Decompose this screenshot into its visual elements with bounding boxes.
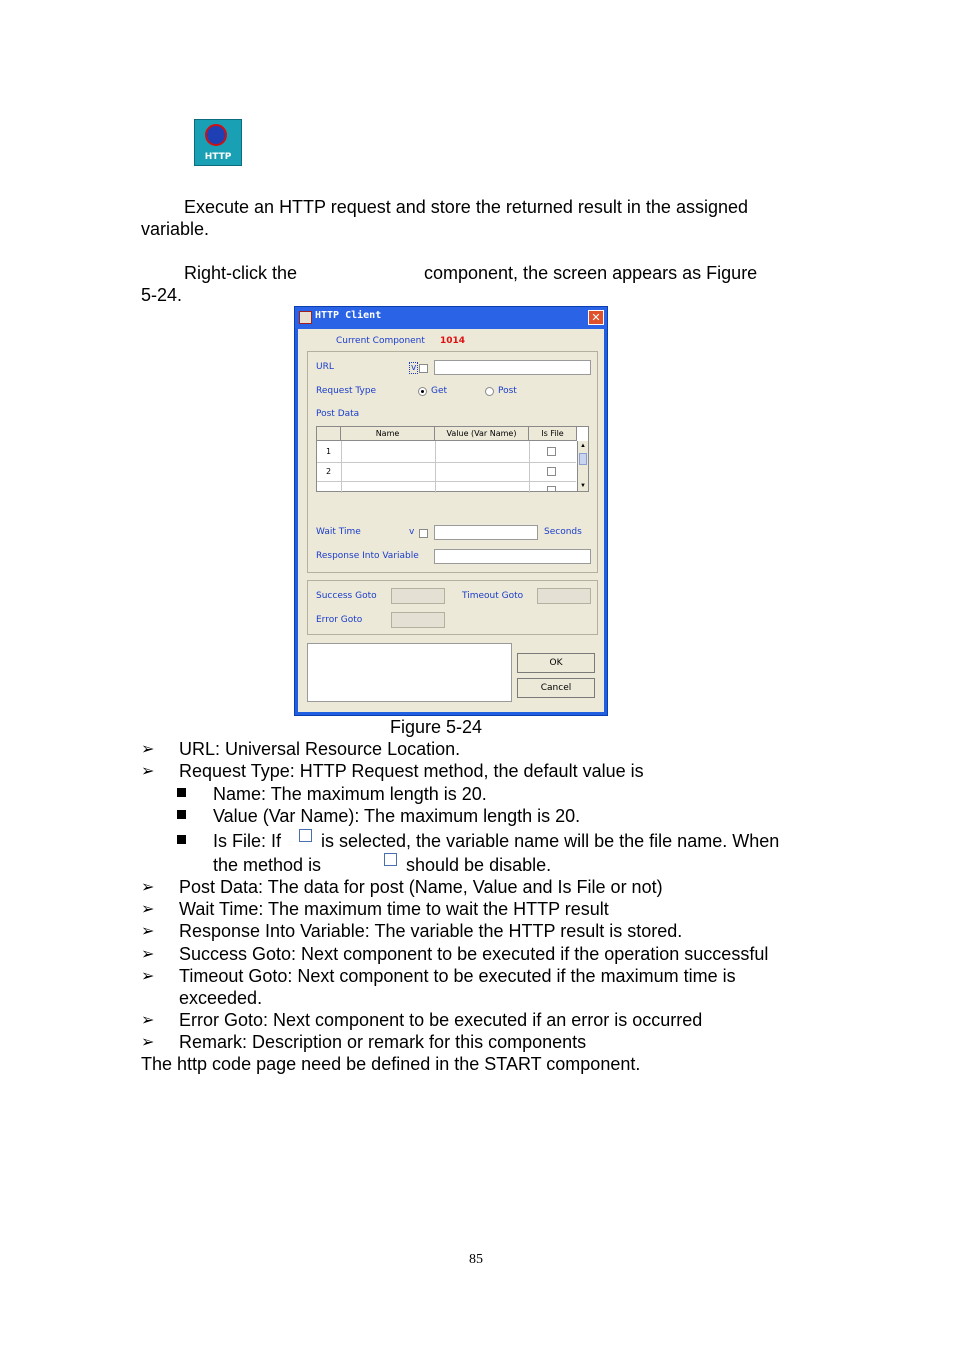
url-label: URL [316,362,334,372]
error-goto-field[interactable] [391,612,445,628]
arrow-bullet-icon: ➢ [141,1010,155,1029]
bullet-value: Value (Var Name): The maximum length is 20. [213,806,581,826]
get-label: Get [431,386,448,396]
wait-time-input[interactable] [434,525,538,540]
arrow-bullet-icon: ➢ [141,944,155,963]
bullet-url: URL: Universal Resource Location. [179,739,461,759]
row-divider [317,462,576,463]
cancel-button[interactable]: Cancel [517,678,595,698]
table-corner-header [317,427,341,441]
intro-line-2: variable. [141,219,210,239]
seconds-label: Seconds [544,527,582,537]
ok-button[interactable]: OK [517,653,595,673]
http-component-icon [194,119,242,166]
arrow-bullet-icon: ➢ [141,739,155,758]
scroll-down-icon[interactable]: ▼ [580,483,586,489]
footer-note: The http code page need be defined in the START component. [141,1054,641,1074]
url-input[interactable] [434,360,591,375]
square-bullet-icon [177,788,186,797]
bullet-error: Error Goto: Next component to be executed if an error is occurred [179,1010,703,1030]
url-var-checkbox[interactable] [419,364,428,373]
page-number: 85 [469,1252,483,1267]
value-column-header[interactable]: Value (Var Name) [435,427,529,441]
timeout-goto-field[interactable] [537,588,591,604]
arrow-bullet-icon: ➢ [141,1032,155,1051]
intro-line-1: Execute an HTTP request and store the returned result in the assigned [184,197,748,217]
globe-icon [205,124,227,146]
remark-textarea[interactable] [307,643,512,702]
error-goto-label: Error Goto [316,615,363,625]
arrow-bullet-icon: ➢ [141,899,155,918]
wait-var-checkbox[interactable] [419,529,428,538]
is-file-checkbox[interactable] [547,486,556,491]
dialog-title: HTTP Client [315,310,382,321]
bullet-isfile-b: is selected, the variable name will be the file name. When [321,831,780,851]
close-button[interactable]: ✕ [588,310,604,325]
wait-time-label: Wait Time [316,527,361,537]
is-file-checkbox[interactable] [547,447,556,456]
success-goto-label: Success Goto [316,591,377,601]
is-file-checkbox[interactable] [547,467,556,476]
checkbox-icon [384,853,397,866]
row-divider [317,481,576,482]
bullet-isfile-d: should be disable. [406,855,552,875]
timeout-goto-label: Timeout Goto [462,591,524,601]
get-radio[interactable] [418,387,427,396]
arrow-bullet-icon: ➢ [141,966,155,985]
bullet-name: Name: The maximum length is 20. [213,784,487,804]
col-divider [341,441,342,493]
is-file-column-header[interactable]: Is File [529,427,577,441]
wait-var-toggle-label: v [409,527,415,537]
arrow-bullet-icon: ➢ [141,761,155,780]
figure-caption: Figure 5-24 [390,717,483,737]
bullet-isfile-c: the method is [213,855,322,875]
right-click-line-2: 5-24. [141,285,183,305]
bullet-isfile-a: Is File: If [213,831,282,851]
square-bullet-icon [177,835,186,844]
bullet-wait-time: Wait Time: The maximum time to wait the HTTP result [179,899,609,919]
row-number-2: 2 [326,467,332,476]
bullet-success: Success Goto: Next component to be executed if the operation successful [179,944,769,964]
success-goto-field[interactable] [391,588,445,604]
response-variable-input[interactable] [434,549,591,564]
current-component-value: 1014 [440,336,466,346]
right-click-right: component, the screen appears as Figure [424,263,758,283]
bullet-timeout-a: Timeout Goto: Next component to be executed if the maximum time is [179,966,736,986]
url-var-toggle-label: v [411,363,417,373]
dialog-titlebar[interactable] [295,307,607,329]
col-divider [435,441,436,493]
post-data-label: Post Data [316,409,360,419]
app-icon [299,311,312,324]
bullet-post-data: Post Data: The data for post (Name, Value and Is File or not) [179,877,663,897]
bullet-remark: Remark: Description or remark for this components [179,1032,587,1052]
bullet-response: Response Into Variable: The variable the HTTP result is stored. [179,921,683,941]
checkbox-icon [299,829,312,842]
bullet-request-type: Request Type: HTTP Request method, the default value is [179,761,644,781]
http-icon-label: HTTP [204,152,232,162]
col-divider [529,441,530,493]
right-click-left: Right-click the [184,263,298,283]
scroll-thumb[interactable] [579,453,587,465]
request-type-label: Request Type [316,386,377,396]
post-data-table[interactable] [316,426,589,492]
current-component-label: Current Component [336,336,425,346]
name-column-header[interactable]: Name [341,427,435,441]
arrow-bullet-icon: ➢ [141,921,155,940]
bullet-timeout-b: exceeded. [179,988,263,1008]
scroll-up-icon[interactable]: ▲ [580,443,586,449]
table-scrollbar[interactable] [577,441,588,491]
response-into-variable-label: Response Into Variable [316,551,419,561]
arrow-bullet-icon: ➢ [141,877,155,896]
square-bullet-icon [177,810,186,819]
post-radio[interactable] [485,387,494,396]
row-number-1: 1 [326,447,332,456]
post-label: Post [498,386,517,396]
